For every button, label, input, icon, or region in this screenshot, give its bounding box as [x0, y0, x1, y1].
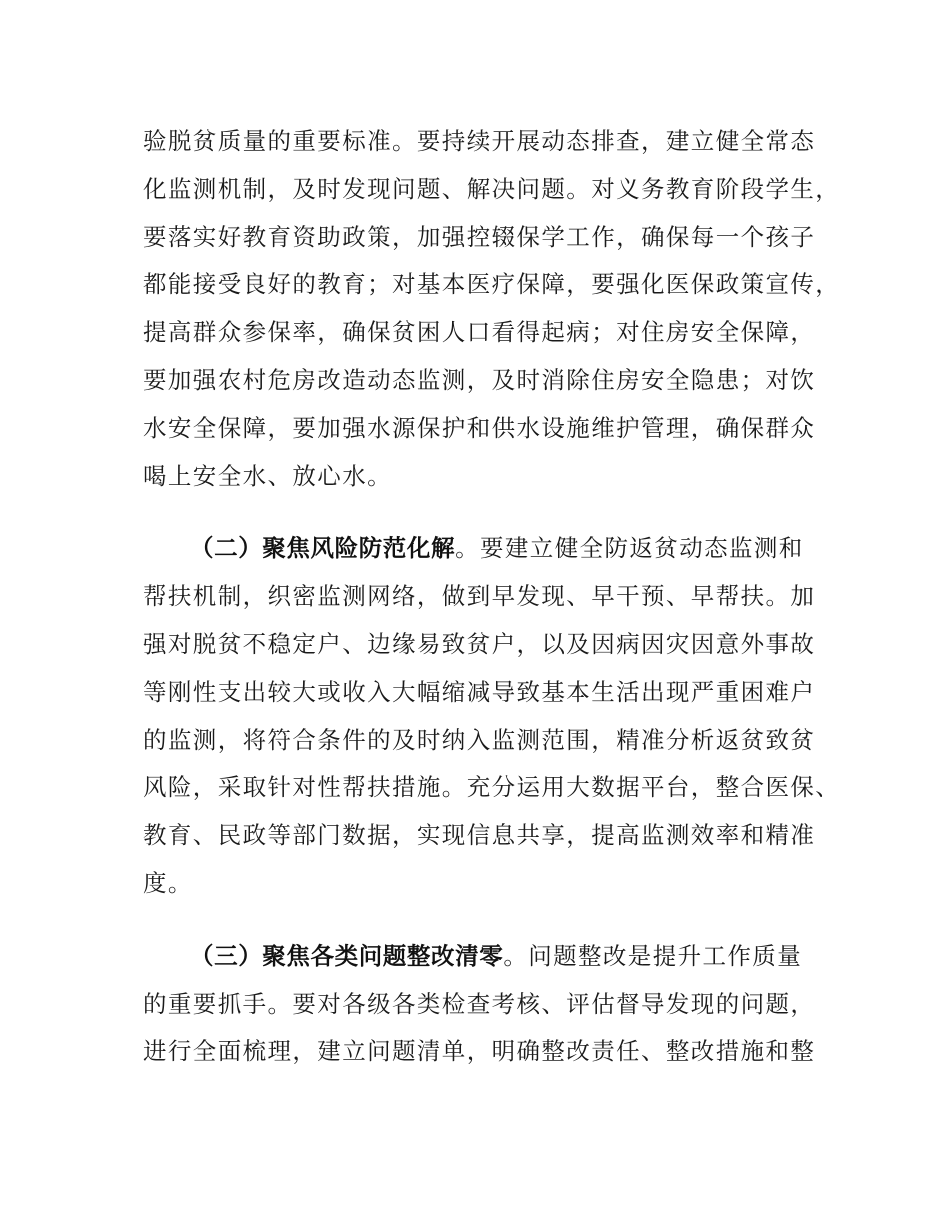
text-line: 要加强农村危房改造动态监测，及时消除住房安全隐患；对饮: [143, 365, 816, 394]
paragraph-spacer: [143, 908, 823, 933]
text-line: 验脱贫质量的重要标准。要持续开展动态排查，建立健全常态: [143, 127, 816, 155]
paragraph-1: [143, 118, 841, 500]
text-line-first: [143, 525, 823, 573]
text-line: 等刚性支出较大或收入大幅缩减导致基本生活出现严重困难户: [143, 677, 816, 706]
section-heading-3: （三）聚焦各类问题整改清零: [190, 941, 504, 970]
section-heading-2: （二）聚焦风险防范化解: [190, 534, 456, 563]
text-line: 喝上安全水、放心水。: [143, 461, 392, 490]
text-line: 的重要抓手。要对各级各类检查考核、评估督导发现的问题，: [143, 989, 816, 1018]
paragraph-spacer: [143, 500, 823, 525]
text-line-first: [143, 933, 823, 981]
heading-continuation: 。要建立健全防返贫动态监测和: [455, 534, 804, 563]
text-line: 提高群众参保率，确保贫困人口看得起病；对住房安全保障，: [143, 318, 816, 347]
text-line: 化监测机制，及时发现问题、解决问题。对义务教育阶段学生，: [143, 174, 841, 203]
text-line: 帮扶机制，织密监测网络，做到早发现、早干预、早帮扶。加: [143, 582, 816, 611]
text-line: 都能接受良好的教育；对基本医疗保障，要强化医保政策宣传，: [143, 270, 841, 299]
text-line: 风险，采取针对性帮扶措施。充分运用大数据平台，整合医保、: [143, 773, 841, 802]
text-line: 要落实好教育资助政策，加强控辍保学工作，确保每一个孩子: [143, 222, 816, 251]
text-line: 水安全保障，要加强水源保护和供水设施维护管理，确保群众: [143, 413, 816, 442]
document-body: [143, 118, 841, 1076]
paragraph-3: [143, 933, 823, 1076]
paragraph-2: [143, 525, 841, 907]
text-line: 度。: [143, 868, 193, 897]
text-line: 强对脱贫不稳定户、边缘易致贫户，以及因病因灾因意外事故: [143, 629, 816, 658]
text-line: 教育、民政等部门数据，实现信息共享，提高监测效率和精准: [143, 821, 816, 850]
text-line: 进行全面梳理，建立问题清单，明确整改责任、整改措施和整: [143, 1037, 816, 1066]
heading-continuation: 。问题整改是提升工作质量: [503, 941, 803, 970]
text-line: 的监测，将符合条件的及时纳入监测范围，精准分析返贫致贫: [143, 725, 816, 754]
